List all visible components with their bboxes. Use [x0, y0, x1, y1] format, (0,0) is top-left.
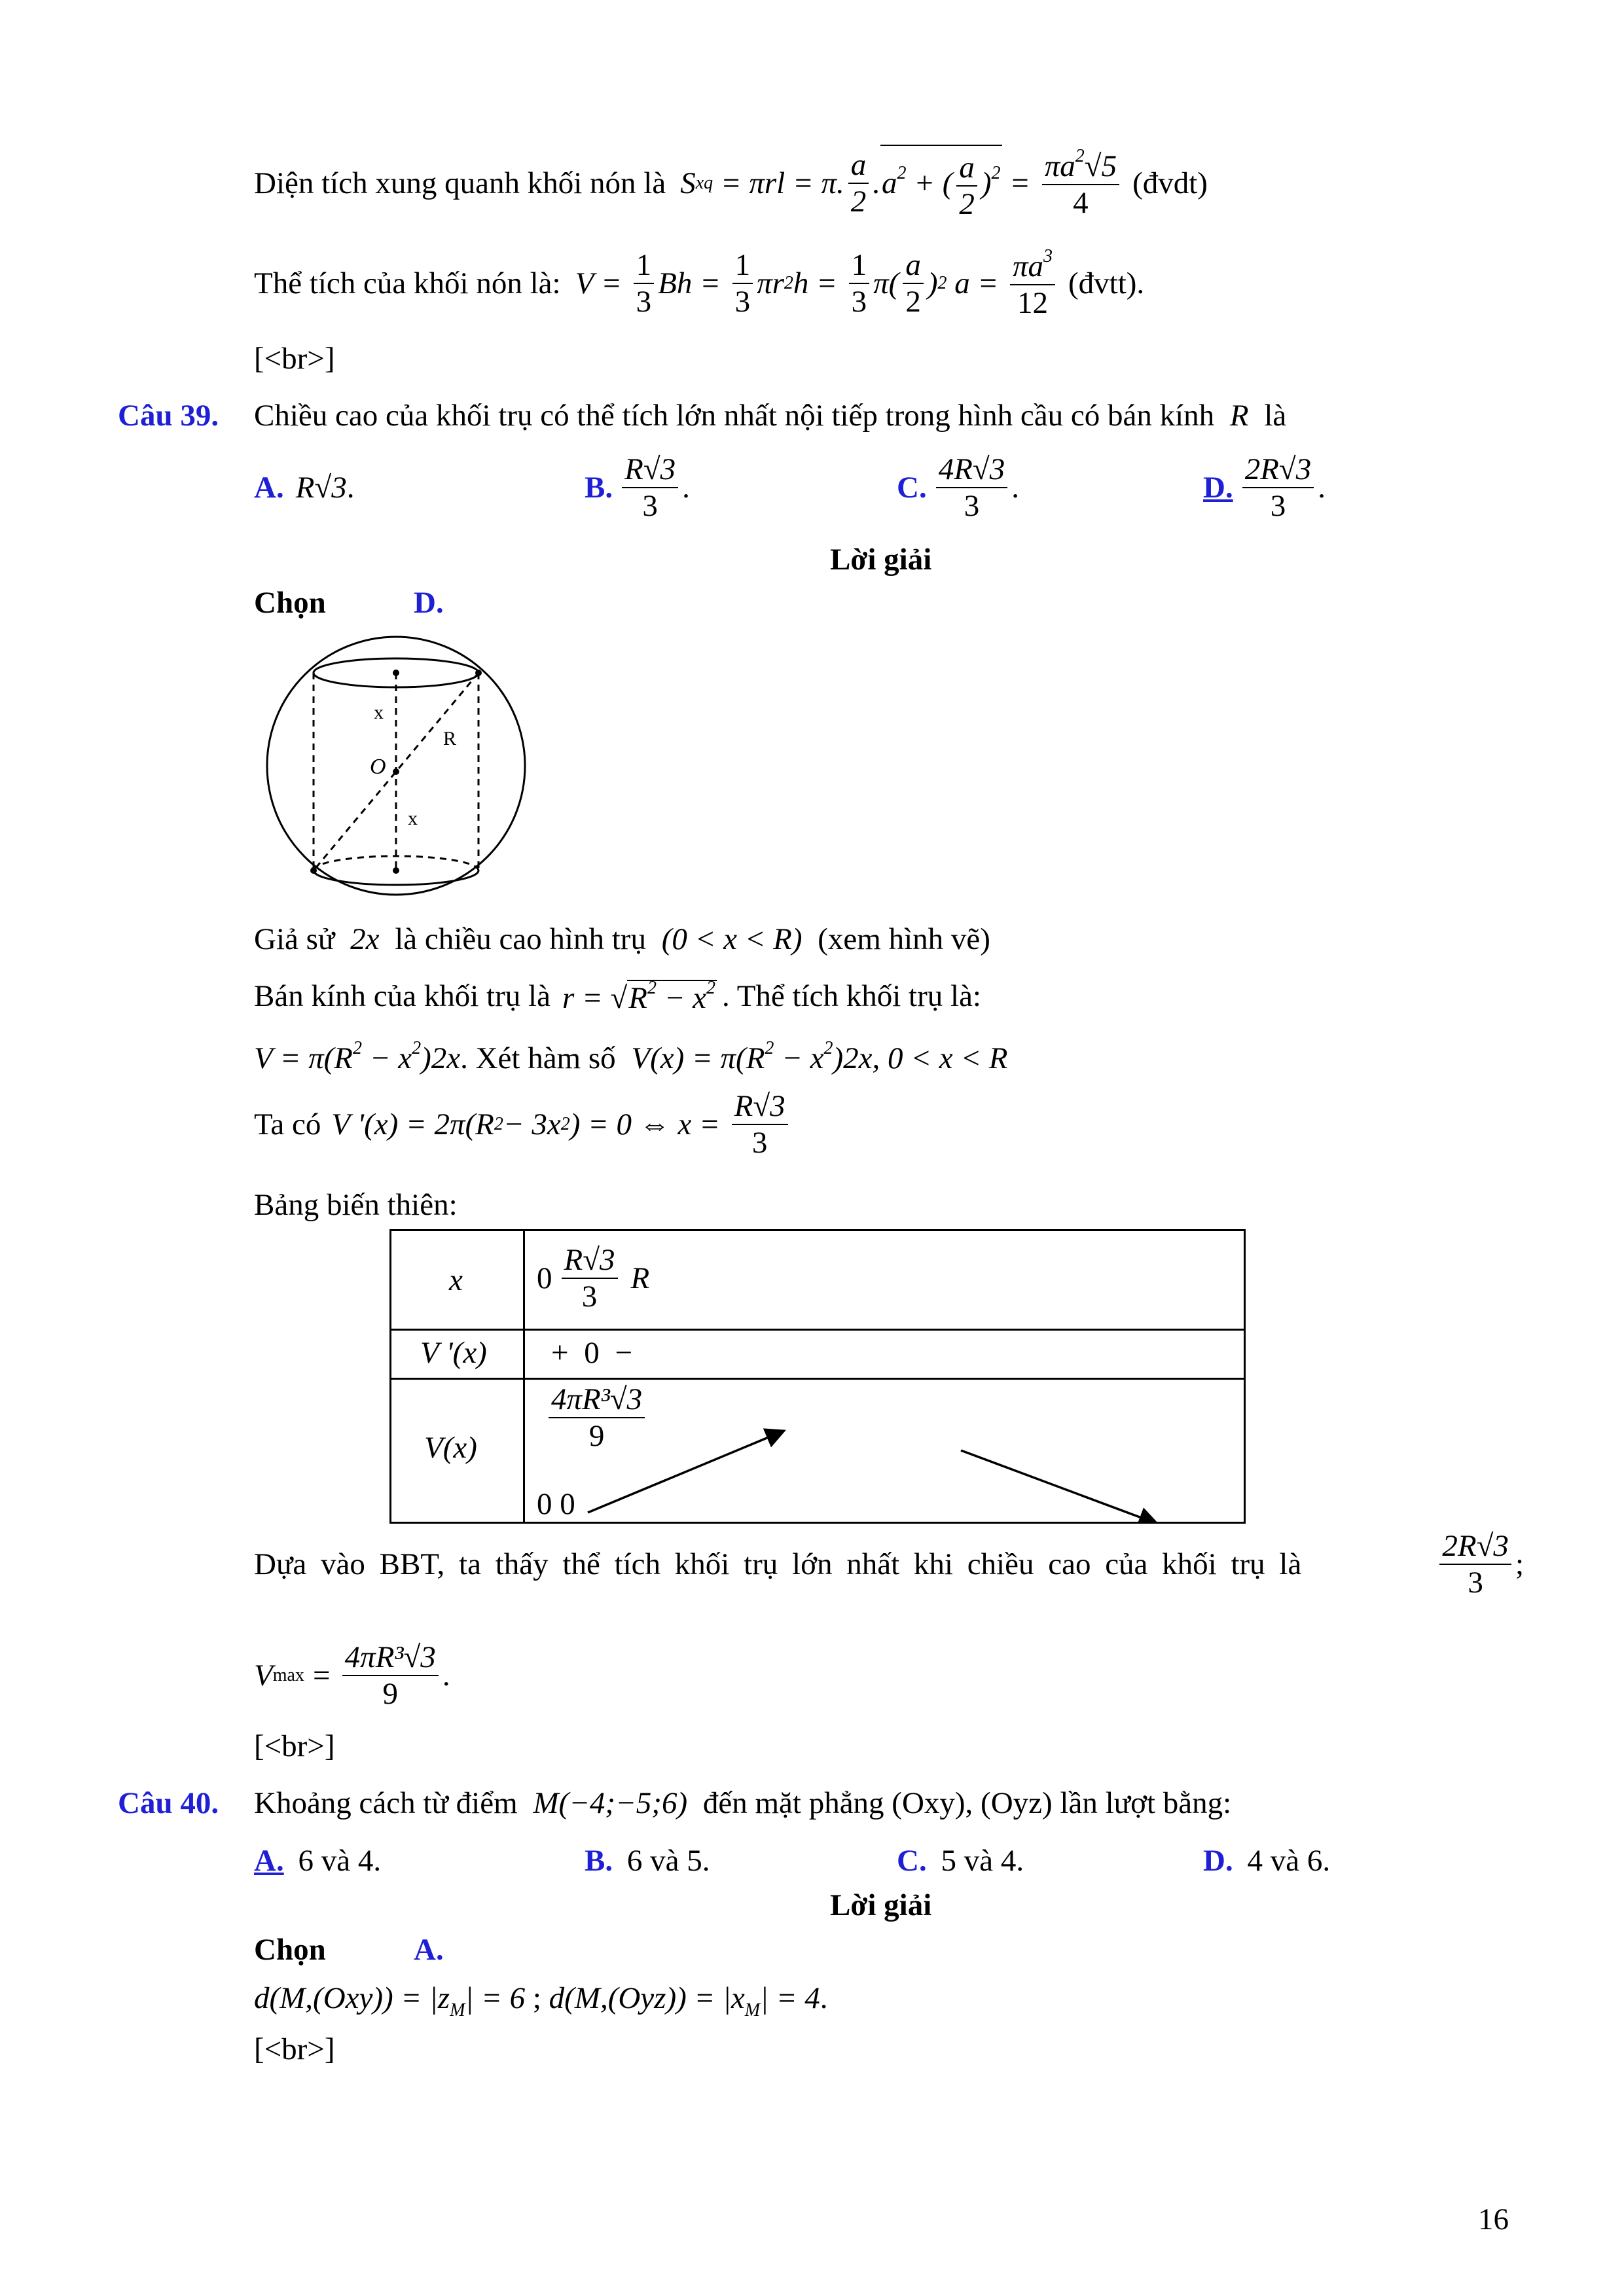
q38-volume-formula: V = $\frac{1}{3}$ Bh = $\frac{1}{3}$ πr 2 h = $\frac{1}{3}$ π( $\frac{a}{2}$ ) 2 a = $\frac{\pi a^3}{12}$ [575, 246, 1059, 321]
table-vmax-num: 4πR³√3 [549, 1382, 645, 1418]
line1-post: (xem hình vẽ) [818, 922, 990, 956]
q39-choose-answer: D. [414, 586, 444, 620]
line1-pre: Giả sử [254, 922, 335, 956]
label-center: O [370, 755, 386, 779]
label-x-top: x [374, 702, 384, 723]
q39-question-text: Chiều cao của khối trụ có thể tích lớn nhất nội tiếp trong hình cầu có bán kính [254, 399, 1215, 433]
table-x-end: R [630, 1261, 650, 1295]
page-number: 16 [1478, 2202, 1509, 2236]
q39-option-a[interactable]: A. R√3 . [254, 470, 355, 505]
q40-solution-title: Lời giải [830, 1888, 932, 1922]
table-row-dv-label: V '(x) [420, 1336, 487, 1370]
q40-option-c[interactable] [897, 1846, 1024, 1876]
q39-vmax: V max = $\frac{\text{4πR³√3}}{9}$ . [254, 1640, 450, 1711]
option-text: 6 và 4. [298, 1844, 382, 1878]
q40-br: [<br>] [254, 2032, 335, 2066]
center-point [393, 768, 399, 775]
q40-choose-label: Chọn [254, 1933, 326, 1967]
q40-question-point: M(−4;−5;6) [533, 1786, 688, 1820]
q40-question-post: đến mặt phẳng (Oxy), (Oyz) lần lượt bằng: [702, 1786, 1232, 1820]
q39-conclusion: Dựa vào BBT, ta thấy thể tích khối trụ lớn nhất khi chiều cao của khối trụ là $\frac{2R√3}{3}$ ; [254, 1528, 1524, 1600]
vmax-value: $\frac{\text{4πR³√3}}{9}$ [342, 1640, 439, 1712]
line1-mid: là chiều cao hình trụ [395, 922, 646, 956]
q39-br: [<br>] [254, 1729, 335, 1763]
conclusion-text: Dựa vào BBT, ta thấy thể tích khối trụ lớn nhất khi chiều cao của khối trụ là [254, 1547, 1302, 1581]
label-x-bottom: x [408, 808, 418, 829]
q38-volume-line [254, 247, 1144, 319]
table-row-x-label: x [449, 1263, 463, 1297]
option-text: 6 và 5. [626, 1844, 710, 1878]
table-arrows [391, 1231, 1244, 1522]
line4-pre: Ta có [254, 1107, 321, 1141]
option-letter: C. [897, 1844, 927, 1878]
q39-table-label: Bảng biến thiên: [254, 1188, 458, 1222]
q40-choose-answer: A. [414, 1933, 444, 1967]
q38-volume-label: Thể tích của khối nón là: [254, 266, 561, 300]
option-fraction: $\frac{4R√3}{3}$ [936, 452, 1008, 524]
q39-line2 [254, 979, 981, 1014]
line1-var: 2x [350, 922, 380, 956]
option-value: R√3 [295, 470, 347, 505]
q39-line4 [254, 1085, 792, 1164]
q38-area-label: Diện tích xung quanh khối nón là [254, 166, 666, 200]
table-v-ends: 0 0 [537, 1487, 575, 1521]
table-x-critical: $\frac{R√3}{3}$ [562, 1242, 618, 1314]
q40-option-d[interactable] [1203, 1846, 1330, 1876]
q40-option-b[interactable] [585, 1846, 710, 1876]
option-letter: D. [1203, 1844, 1233, 1878]
option-letter: B. [585, 1844, 613, 1878]
top-center-point [393, 670, 399, 676]
table-signs: + 0 − [551, 1336, 633, 1370]
q38-area-unit: (đvdt) [1132, 166, 1208, 200]
function-def: $V(x) = \pi(R^2 - x^2)2x$, 0 < x < R [631, 1038, 1008, 1075]
q39-option-c[interactable]: C. $\frac{4R√3}{3}$ . [897, 452, 1019, 523]
option-letter: B. [585, 470, 613, 505]
option-fraction: $\frac{R√3}{3}$ [622, 452, 678, 524]
q39-option-d[interactable]: D. $\frac{2R√3}{3}$ . [1203, 452, 1326, 523]
q38-area-line [254, 147, 1208, 219]
q40-question [254, 1788, 1231, 1819]
q39-solution-title: Lời giải [830, 543, 932, 577]
q39-number: Câu 39. [118, 399, 219, 433]
q39-question [254, 401, 1286, 431]
line2-post: . Thể tích khối trụ là: [722, 979, 981, 1013]
label-radius: R [443, 728, 457, 749]
vmax-label: V [254, 1658, 273, 1693]
q39-choose-label: Chọn [254, 586, 326, 620]
conclusion-height: $\frac{2R√3}{3}$ [1439, 1528, 1511, 1600]
table-row-v-label: V(x) [424, 1431, 477, 1465]
option-letter: A. [254, 470, 284, 505]
option-letter: A. [254, 1844, 284, 1878]
line2-pre: Bán kính của khối trụ là [254, 979, 550, 1013]
q39-line1 [254, 924, 990, 955]
option-letter: D. [1203, 470, 1233, 505]
q39-option-b[interactable]: B. $\frac{R√3}{3}$ . [585, 452, 690, 523]
radius-formula: $r = √R^2 - x^2$ [562, 978, 716, 1015]
option-text: 4 và 6. [1247, 1844, 1331, 1878]
variation-table [389, 1229, 1246, 1524]
q38-area-formula: S xq = πrl = π. $\frac{a}{2}$ . $a^2$ + ( $\frac{a}{2}$ )$^2$ = $\frac{\pi a^2√5}{4}$ [680, 145, 1123, 222]
q39-question-end: là [1264, 399, 1287, 433]
q40-number: Câu 40. [118, 1786, 219, 1820]
q38-br: [<br>] [254, 342, 335, 376]
q38-volume-unit: (đvtt). [1068, 266, 1145, 300]
derivative-formula: V '(x) = 2π(R 2 − 3x 2 ) = 0 ⇔ x = $\frac{R√3}{3}$ [331, 1088, 791, 1160]
increasing-arrow [588, 1431, 784, 1513]
q39-line3 [254, 1039, 1008, 1074]
volume-formula: $V = \pi(R^2 - x^2)2x$ [254, 1038, 461, 1075]
table-x-start: 0 [537, 1261, 552, 1295]
line1-cond: (0 < x < R) [661, 922, 803, 956]
q40-option-a[interactable] [254, 1846, 381, 1876]
table-vmax-den: 9 [588, 1419, 605, 1454]
vmax-sub: max [272, 1665, 304, 1685]
option-text: 5 và 4. [941, 1844, 1024, 1878]
q39-figure [259, 635, 540, 897]
q39-question-var: R [1229, 399, 1249, 433]
option-fraction: $\frac{2R√3}{3}$ [1242, 452, 1314, 524]
bottom-center-point [393, 867, 399, 874]
decreasing-arrow [961, 1450, 1157, 1522]
q40-formula: $d(M,(Oxy)) = |z_M| = 6$ ; $d(M,(Oyz)) = |x_M| = 4$. [254, 1981, 828, 2020]
top-right-point [475, 670, 482, 676]
option-letter: C. [897, 470, 927, 505]
line3-mid: . Xét hàm số [460, 1041, 616, 1075]
q40-question-pre: Khoảng cách từ điểm [254, 1786, 518, 1820]
bottom-left-point [310, 867, 317, 874]
